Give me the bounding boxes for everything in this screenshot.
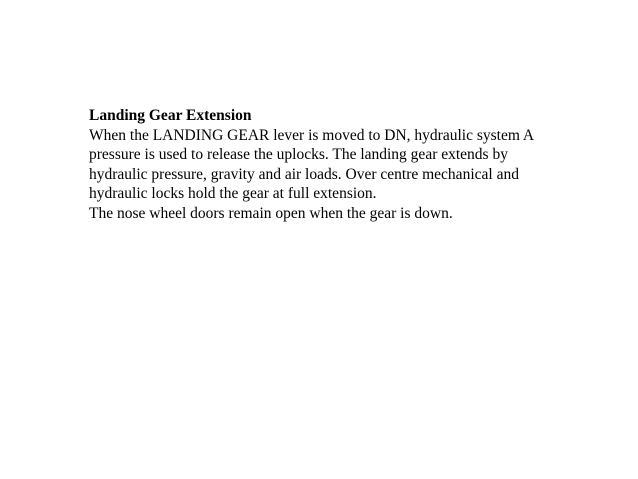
body-line: pressure is used to release the uplocks. The landing gear extends by [89,146,508,164]
section-heading: Landing Gear Extension [89,107,252,124]
body-line: hydraulic locks hold the gear at full extension. [89,185,377,203]
body-line: The nose wheel doors remain open when the gear is down. [89,204,453,222]
body-line: hydraulic pressure, gravity and air loads. Over centre mechanical and [89,165,519,183]
body-line: When the LANDING GEAR lever is moved to DN, hydraulic system A [89,126,535,144]
text-block [89,106,609,224]
